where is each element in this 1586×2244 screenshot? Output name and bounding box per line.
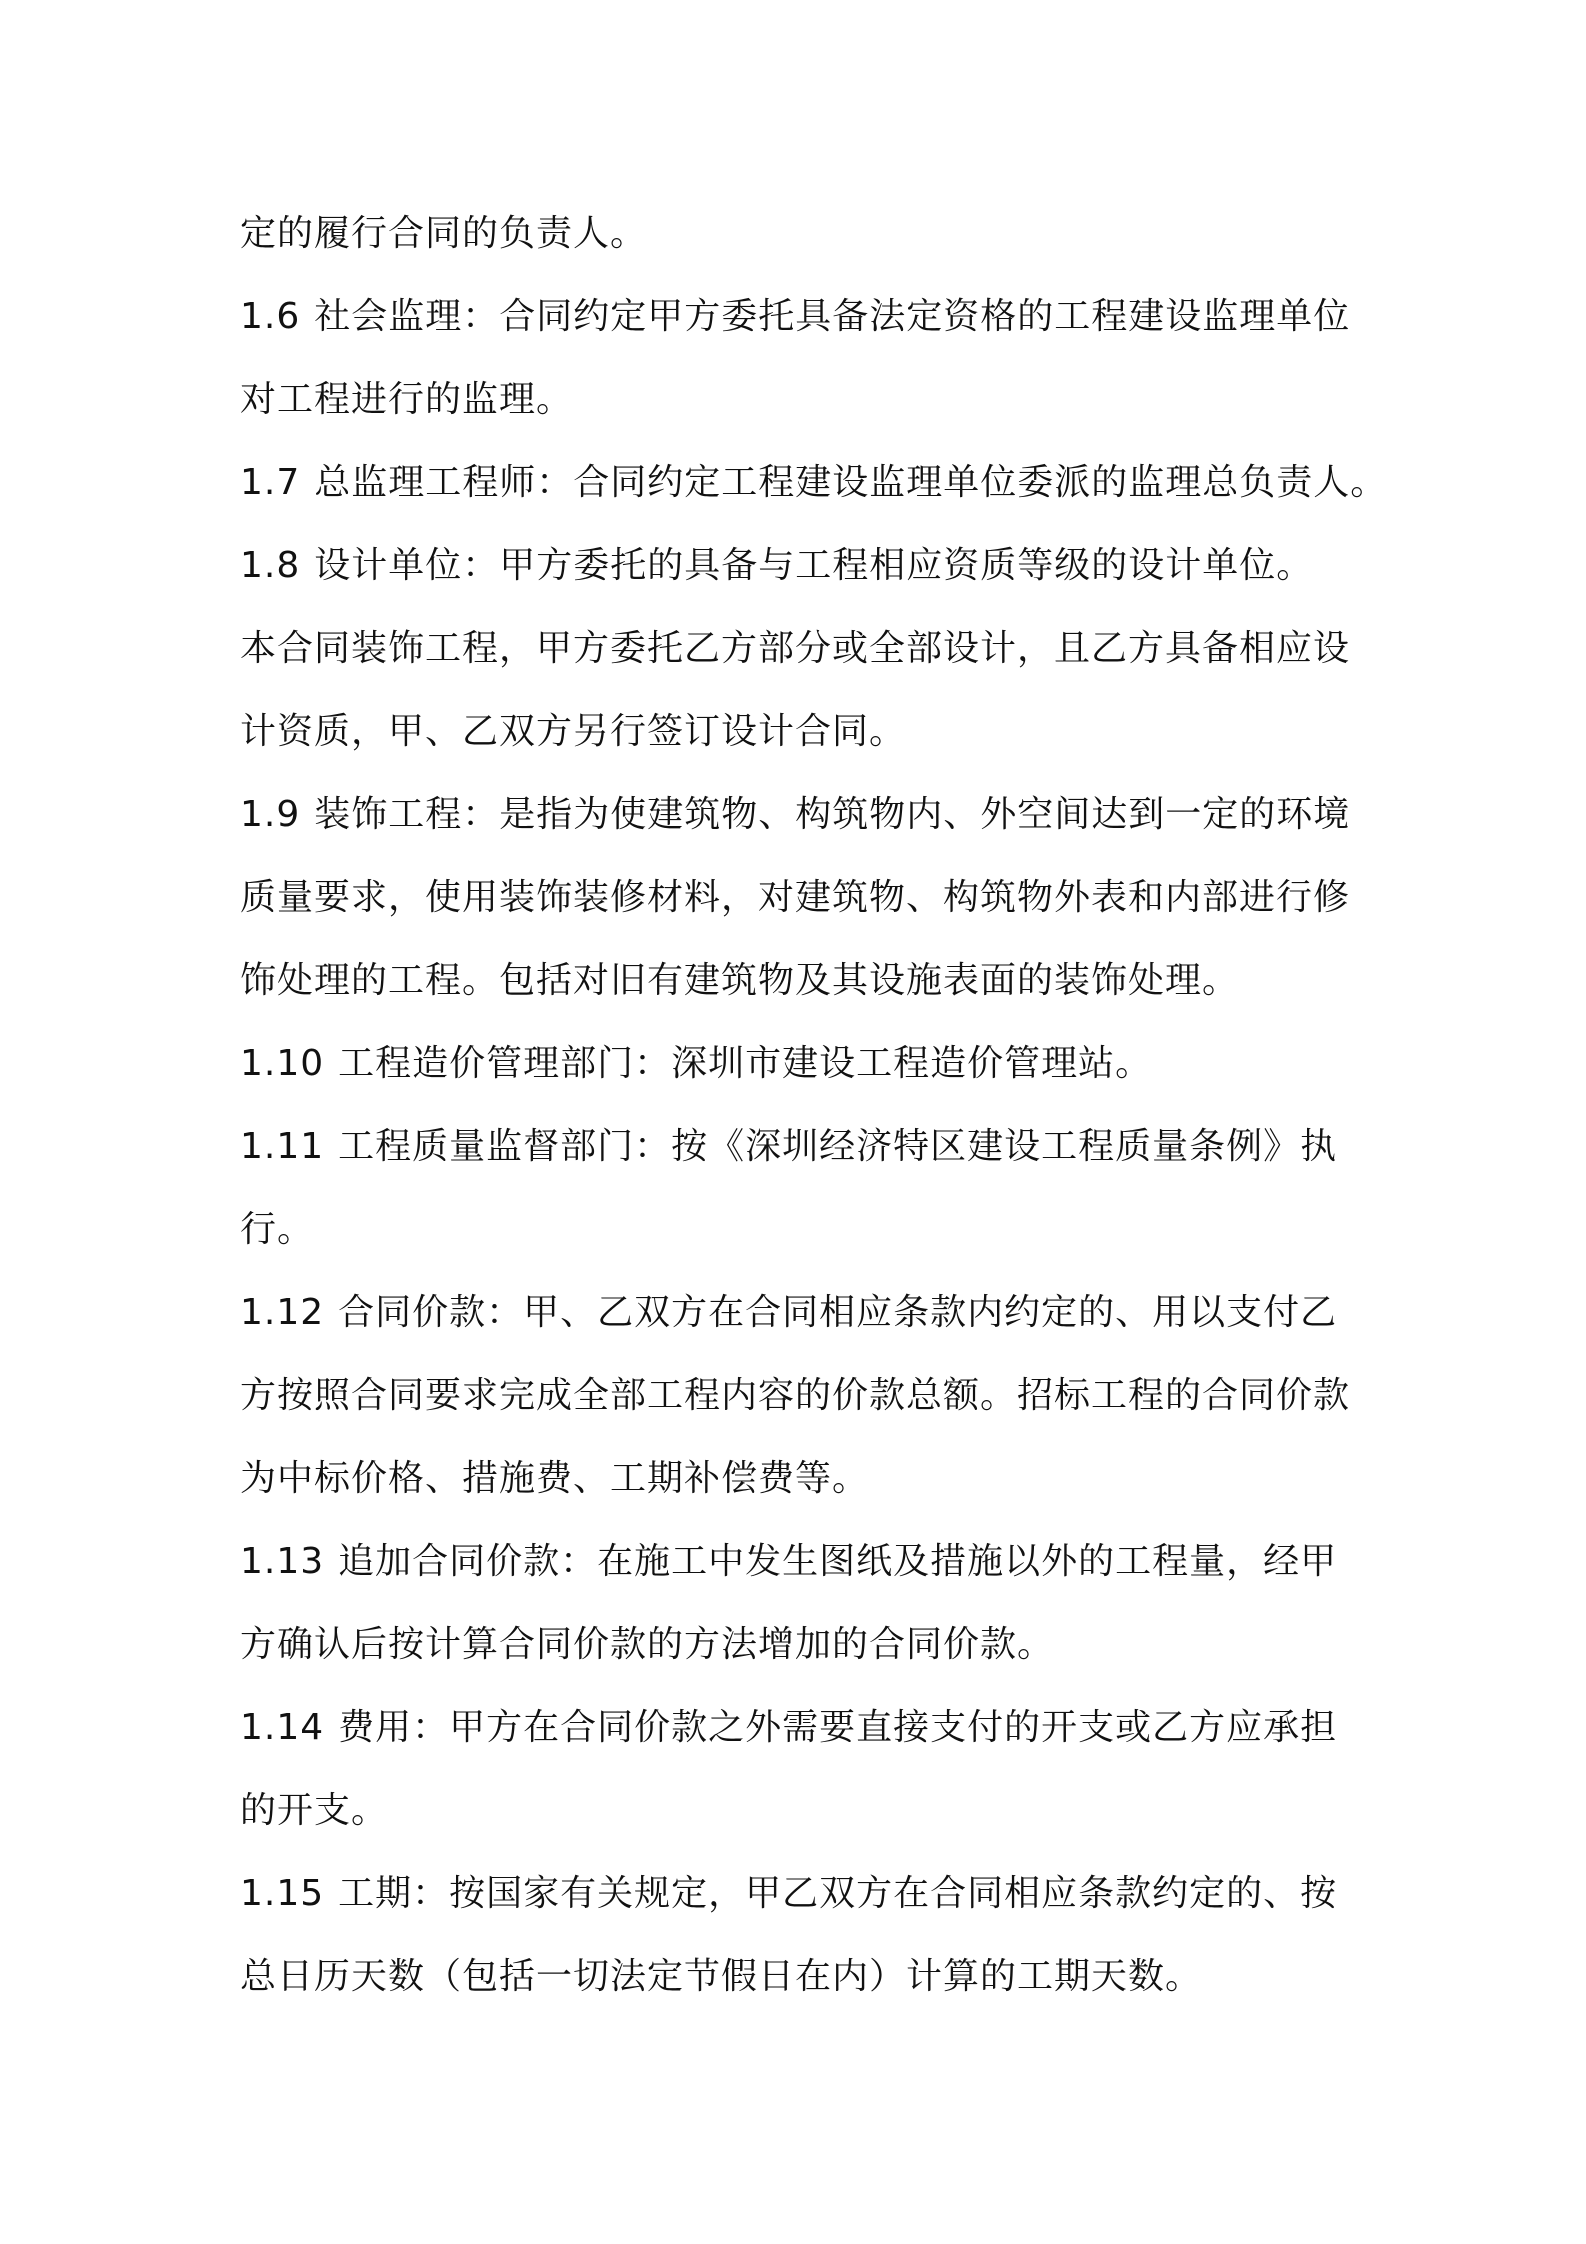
line-text: 质量要求，使用装饰装修材料，对建筑物、构筑物外表和内部进行修 [240, 877, 1351, 918]
line-text: 社会监理：合同约定甲方委托具备法定资格的工程建设监理单位 [314, 296, 1351, 337]
text-line [240, 1022, 1380, 1105]
clause-number: 1.7 [240, 462, 301, 503]
contract-text-block [240, 192, 1388, 2018]
text-line [240, 607, 1380, 690]
text-line [240, 1935, 1380, 2018]
text-line [240, 441, 1388, 524]
line-text: 工程造价管理部门：深圳市建设工程造价管理站。 [338, 1043, 1153, 1084]
line-text: 工程质量监督部门：按《深圳经济特区建设工程质量条例》执 [338, 1126, 1338, 1167]
line-text: 计资质，甲、乙双方另行签订设计合同。 [240, 711, 907, 752]
line-text: 装饰工程：是指为使建筑物、构筑物内、外空间达到一定的环境 [314, 794, 1351, 835]
text-line [240, 856, 1380, 939]
line-text: 为中标价格、措施费、工期补偿费等。 [240, 1458, 870, 1499]
text-line [240, 524, 1380, 607]
line-text: 对工程进行的监理。 [240, 379, 574, 420]
line-text: 方确认后按计算合同价款的方法增加的合同价款。 [240, 1624, 1055, 1665]
clause-number: 1.13 [240, 1541, 325, 1582]
clause-number: 1.15 [240, 1873, 325, 1914]
text-line [240, 1105, 1380, 1188]
line-text: 定的履行合同的负责人。 [240, 213, 648, 254]
text-line [240, 690, 1380, 773]
clause-number: 1.9 [240, 794, 301, 835]
line-text: 合同价款：甲、乙双方在合同相应条款内约定的、用以支付乙 [338, 1292, 1338, 1333]
text-line [240, 1354, 1380, 1437]
line-text: 总监理工程师：合同约定工程建设监理单位委派的监理总负责人。 [314, 462, 1388, 503]
text-line [240, 192, 1380, 275]
line-text: 追加合同价款：在施工中发生图纸及措施以外的工程量，经甲 [338, 1541, 1338, 1582]
line-text: 费用：甲方在合同价款之外需要直接支付的开支或乙方应承担 [338, 1707, 1338, 1748]
clause-number: 1.10 [240, 1043, 325, 1084]
line-text: 行。 [240, 1209, 315, 1250]
line-text: 设计单位：甲方委托的具备与工程相应资质等级的设计单位。 [314, 545, 1314, 586]
text-line [240, 1852, 1380, 1935]
text-line [240, 939, 1380, 1022]
clause-number: 1.14 [240, 1707, 325, 1748]
clause-number: 1.12 [240, 1292, 325, 1333]
line-text: 工期：按国家有关规定，甲乙双方在合同相应条款约定的、按 [338, 1873, 1338, 1914]
text-line [240, 1603, 1380, 1686]
clause-number: 1.6 [240, 296, 301, 337]
text-line [240, 1271, 1380, 1354]
line-text: 本合同装饰工程，甲方委托乙方部分或全部设计，且乙方具备相应设 [240, 628, 1351, 669]
line-text: 总日历天数（包括一切法定节假日在内）计算的工期天数。 [240, 1956, 1203, 1997]
text-line [240, 1686, 1380, 1769]
line-text: 饰处理的工程。包括对旧有建筑物及其设施表面的装饰处理。 [240, 960, 1240, 1001]
line-text: 的开支。 [240, 1790, 389, 1831]
text-line [240, 1188, 1380, 1271]
text-line [240, 275, 1380, 358]
text-line [240, 358, 1380, 441]
text-line [240, 1769, 1380, 1852]
text-line [240, 773, 1380, 856]
clause-number: 1.8 [240, 545, 301, 586]
line-text: 方按照合同要求完成全部工程内容的价款总额。招标工程的合同价款 [240, 1375, 1351, 1416]
clause-number: 1.11 [240, 1126, 325, 1167]
text-line [240, 1520, 1380, 1603]
text-line [240, 1437, 1380, 1520]
